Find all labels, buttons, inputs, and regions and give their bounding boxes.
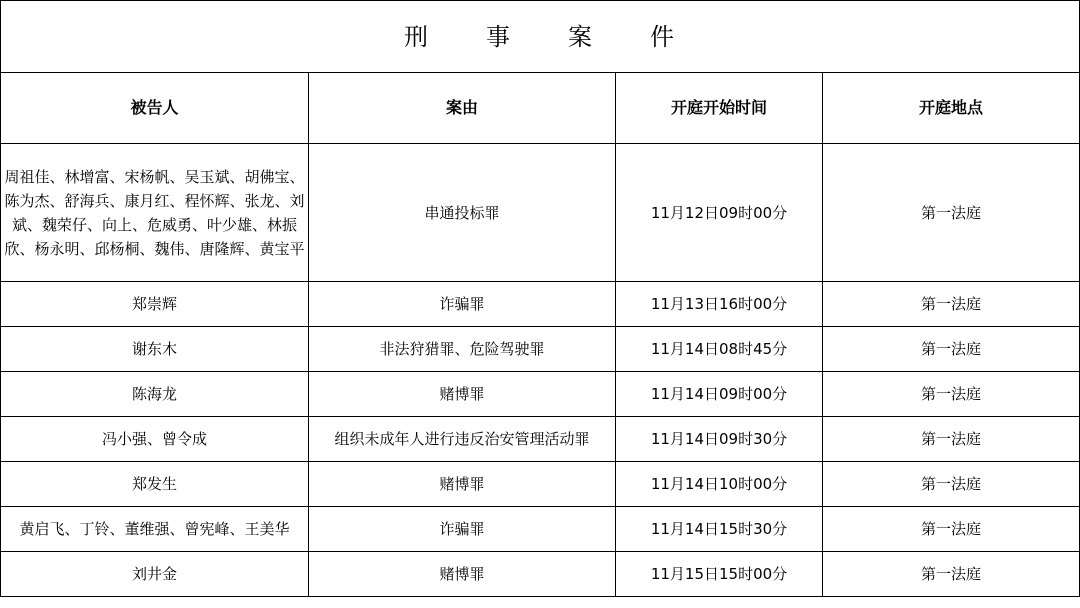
defendant-cell: 陈海龙 [1, 372, 309, 417]
title-char: 案 [568, 22, 594, 51]
location-cell: 第一法庭 [823, 552, 1080, 597]
location-cell: 第一法庭 [823, 282, 1080, 327]
header-case: 案由 [309, 73, 616, 144]
case-cell: 赌博罪 [309, 552, 616, 597]
defendant-cell: 郑崇辉 [1, 282, 309, 327]
table-row [1, 144, 1080, 282]
defendant-cell: 黄启飞、丁铃、董维强、曾宪峰、王美华 [1, 507, 309, 552]
defendant-cell: 谢东木 [1, 327, 309, 372]
time-cell: 11月13日16时00分 [616, 282, 823, 327]
case-cell: 赌博罪 [309, 372, 616, 417]
location-cell: 第一法庭 [823, 462, 1080, 507]
time-cell: 11月15日15时00分 [616, 552, 823, 597]
header-location: 开庭地点 [823, 73, 1080, 144]
defendant-cell: 冯小强、曾令成 [1, 417, 309, 462]
table-row [1, 282, 1080, 327]
table-row [1, 327, 1080, 372]
location-cell: 第一法庭 [823, 327, 1080, 372]
table-row [1, 417, 1080, 462]
time-cell: 11月14日09时30分 [616, 417, 823, 462]
case-cell: 串通投标罪 [309, 144, 616, 282]
header-row [1, 73, 1080, 144]
time-cell: 11月14日15时30分 [616, 507, 823, 552]
defendant-cell: 刘井金 [1, 552, 309, 597]
location-cell: 第一法庭 [823, 417, 1080, 462]
time-cell: 11月14日09时00分 [616, 372, 823, 417]
case-cell: 非法狩猎罪、危险驾驶罪 [309, 327, 616, 372]
title-char: 件 [650, 22, 676, 51]
case-cell: 诈骗罪 [309, 507, 616, 552]
location-cell: 第一法庭 [823, 372, 1080, 417]
table-row [1, 507, 1080, 552]
case-cell: 组织未成年人进行违反治安管理活动罪 [309, 417, 616, 462]
case-cell: 诈骗罪 [309, 282, 616, 327]
location-cell: 第一法庭 [823, 144, 1080, 282]
table-title [1, 1, 1080, 73]
header-defendant: 被告人 [1, 73, 309, 144]
table-row [1, 372, 1080, 417]
defendant-cell: 周祖佳、林增富、宋杨帆、吴玉斌、胡佛宝、陈为杰、舒海兵、康月红、程怀辉、张龙、刘斌、魏荣仔、向上、危威勇、叶少雄、林振欣、杨永明、邱杨桐、魏伟、唐隆辉、黄宝平 [1, 144, 309, 282]
location-cell: 第一法庭 [823, 507, 1080, 552]
time-cell: 11月14日10时00分 [616, 462, 823, 507]
header-start-time: 开庭开始时间 [616, 73, 823, 144]
table-row [1, 462, 1080, 507]
table-row [1, 552, 1080, 597]
title-char: 事 [486, 22, 512, 51]
case-cell: 赌博罪 [309, 462, 616, 507]
title-char: 刑 [404, 22, 430, 51]
defendant-cell: 郑发生 [1, 462, 309, 507]
time-cell: 11月14日08时45分 [616, 327, 823, 372]
time-cell: 11月12日09时00分 [616, 144, 823, 282]
